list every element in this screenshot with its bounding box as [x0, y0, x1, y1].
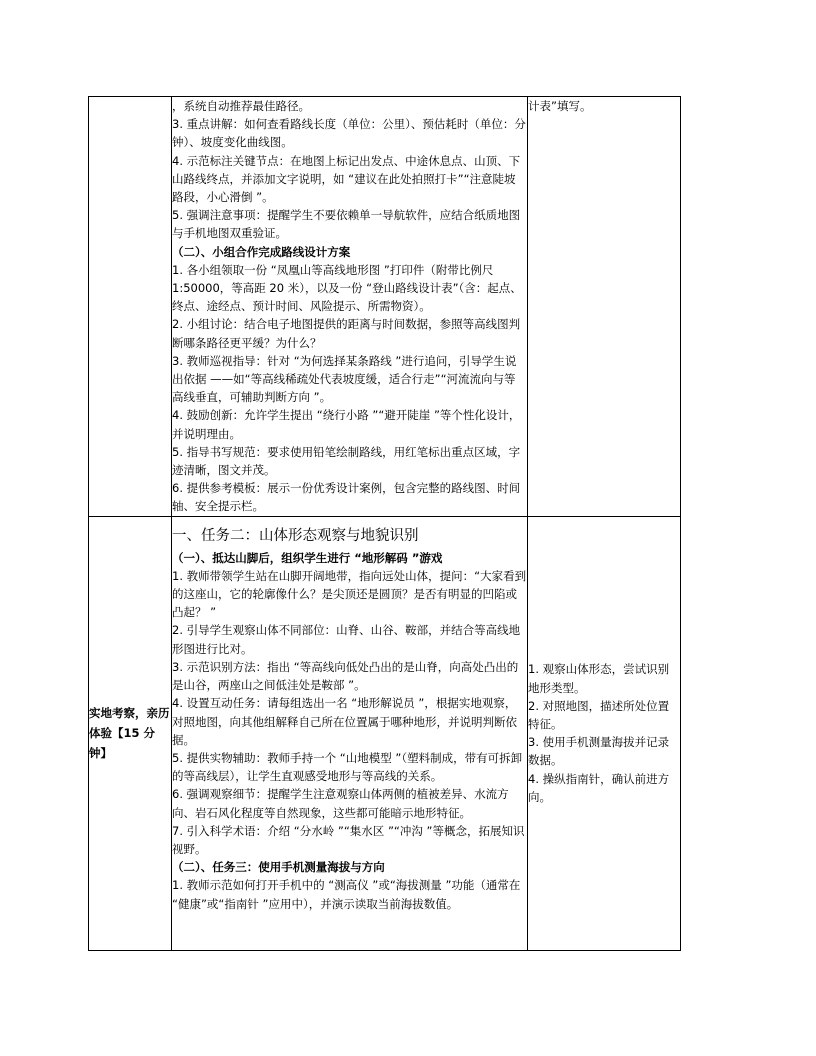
paragraph: 5. 提供实物辅助：教师手持一个 “山地模型 ”（塑料制成，带有可拆卸的等高线层），让学生直观感受地形与等高线的关系。: [172, 750, 523, 784]
paragraph: 2. 引导学生观察山体不同部位：山脊、山谷、鞍部，并结合等高线地形图进行比对。: [172, 623, 521, 656]
section-heading: （二）、任务三：使用手机测量海拔与方向: [172, 860, 385, 875]
paragraph: 1. 各小组领取一份 “凤凰山等高线地形图 ”打印件（附带比例尺 1:50000，等高距 20 米），以及一份 “登山路线设计表”（含：起点、终点、途经点、预计时间、风险提示、所需物资）。: [172, 262, 522, 314]
paragraph: 7. 引入科学术语：介绍 “分水岭 ”“集水区 ”“冲沟 ”等概念，拓展知识视野。: [172, 823, 525, 856]
paragraph: 3. 重点讲解：如何查看路线长度（单位：公里）、预估耗时（单位：分钟）、坡度变化曲线图。: [172, 117, 526, 150]
paragraph: 6. 提供参考模板：展示一份优秀设计案例，包含完整的路线图、时间轴、安全提示栏。: [172, 481, 521, 514]
stage-cell: [89, 97, 172, 517]
list-item: 2. 对照地图，描述所处位置特征。: [528, 698, 670, 731]
paragraph: 4. 鼓励创新：允许学生提出 “绕行小路 ”“避开陡崖 ”等个性化设计，并说明理由。: [172, 408, 521, 441]
paragraph: 3. 示范识别方法：指出 “等高线向低处凸出的是山脊，向高处凸出的是山谷，两座山之间低洼处是鞍部 ”。: [172, 659, 519, 693]
paragraph: 4. 设置互动任务：请每组选出一名 “地形解说员 ”，根据实地观察，对照地图，向其他组解释自己所在位置属于哪种地形，并说明判断依据。: [172, 696, 517, 747]
stage-cell: [89, 516, 172, 950]
teacher-activity-cell: [172, 516, 528, 950]
paragraph: 1. 教师示范如何打开手机中的 “测高仪 ”或“海拔测量 ”功能（通常在 “健康”或“指南针 ”应用中），并演示读取当前海拔数值。: [172, 878, 521, 911]
student-activity-cell: [528, 516, 681, 950]
section-heading: （二）、小组合作完成路线设计方案: [172, 244, 351, 259]
paragraph: ，系统自动推荐最佳路径。: [172, 99, 310, 113]
paragraph: 3. 教师巡视指导：针对 “为何选择某条路线 ”进行追问，引导学生说出依据 ——如“等高线稀疏处代表坡度缓，适合行走”“河流流向与等高线垂直，可辅助判断方向 ”。: [172, 353, 517, 405]
section-heading: （一）、抵达山脚后，组织学生进行 “地形解码 ”游戏: [172, 550, 443, 565]
teacher-activity-cell: [172, 97, 528, 517]
table-row: [89, 516, 681, 950]
table-row: [89, 97, 681, 517]
task-heading: 一、任务二：山体形态观察与地貌识别: [172, 527, 419, 544]
paragraph: 计表”填写。: [528, 99, 592, 113]
paragraph: 5. 强调注意事项：提醒学生不要依赖单一导航软件，应结合纸质地图与手机地图双重验证。: [172, 208, 521, 241]
paragraph: 4. 示范标注关键节点：在地图上标记出发点、中途休息点、山顶、下山路线终点，并添加文字说明，如 “建议在此处拍照打卡”“注意陡坡路段，小心滑倒 ”。: [172, 153, 521, 205]
list-item: 4. 操纵指南针，确认前进方向。: [528, 771, 670, 804]
paragraph: 1. 教师带领学生站在山脚开阔地带，指向远处山体，提问：“大家看到的这座山，它的轮廓像什么？是尖顶还是圆顶？是否有明显的凹陷或凸起？ ”: [172, 568, 527, 620]
paragraph: 2. 小组讨论：结合电子地图提供的距离与时间数据，参照等高线图判断哪条路径更平缓？为什么？: [172, 317, 521, 350]
stage-label: 实地考察，亲历体验【15 分钟】: [89, 706, 170, 761]
student-activity-cell: [528, 97, 681, 517]
list-item: 3. 使用手机测量海拔并记录数据。: [528, 735, 670, 768]
lesson-plan-table: [88, 96, 681, 951]
paragraph: 6. 强调观察细节：提醒学生注意观察山体两侧的植被差异、水流方向、岩石风化程度等自然现象，这些都可能暗示地形特征。: [172, 787, 509, 820]
paragraph: 5. 指导书写规范：要求使用铅笔绘制路线，用红笔标出重点区域，字迹清晰，图文并茂。: [172, 444, 521, 478]
list-item: 1. 观察山体形态，尝试识别地形类型。: [528, 662, 670, 695]
